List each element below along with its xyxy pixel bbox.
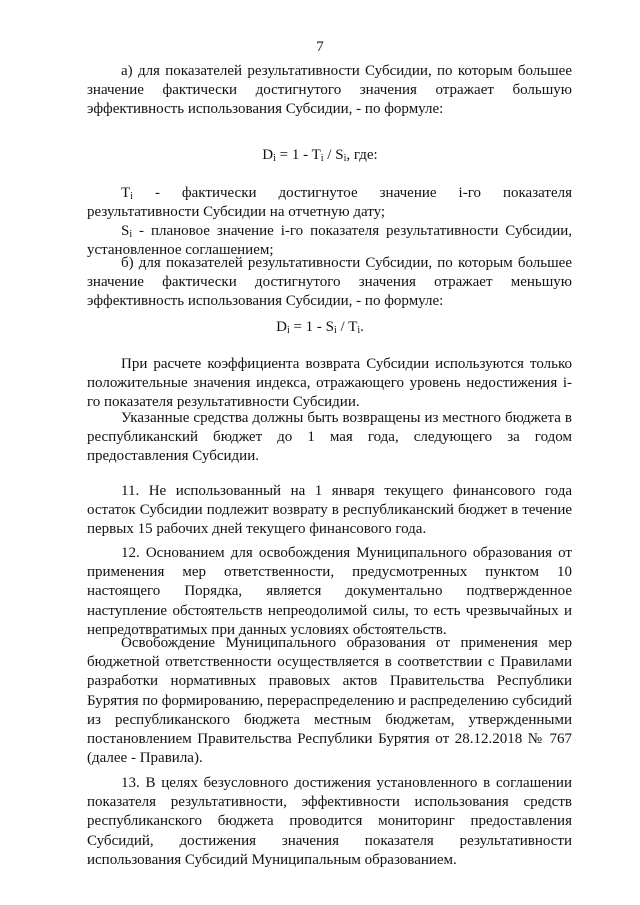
paragraph-positive-only: При расчете коэффициента возврата Субсидии используются только положительные значения индекса, отражающего уровень недостижения i-го показателя результативности Субсидии. (87, 356, 572, 411)
paragraph-12: 12. Основанием для освобождения Муниципального образования от применения мер ответственности, предусмотренных пунктом 10 настоящего Порядка, является документально подтвержденное наступление обстоятельств непреодолимой силы, то есть чрезвычайных и непредотвратимых при данных условиях обстоятельств. (87, 545, 572, 638)
paragraph-11: 11. Не использованный на 1 января текущего финансового года остаток Субсидии подлежит возврату в республиканский бюджет в течение первых 15 рабочих дней текущего финансового года. (87, 483, 572, 538)
paragraph-return-deadline: Указанные средства должны быть возвращены из местного бюджета в республиканский бюджет до 1 мая года, следующего за годом предоставления Субсидии. (87, 410, 572, 465)
paragraph-si-definition: $S_i$ - плановое значение i-го показателя результативности Субсидии, установленное соглашением; (87, 223, 572, 259)
formula-1: $D_i = 1 - T_i / S_i$, где: (262, 147, 378, 164)
paragraph-b-intro: б) для показателей результативности Субсидии, по которым большее значение фактически достигнутого значения отражает меньшую эффективность использования Субсидии, - по формуле: (87, 255, 572, 310)
paragraph-12-release: Освобождение Муниципального образования от применения мер бюджетной ответственности осуществляется в соответствии с Правилами разработки нормативных правовых актов Правительства Республики Бурятия по формированию, перераспределению и распределению субсидий из республиканского бюджета местным бюджетам, утвержденными постановлением Правительства Республики Бурятия от 28.12.2018 № 767 (далее - Правила). (87, 635, 572, 767)
page-number: 7 (316, 39, 324, 55)
paragraph-ti-definition: $T_i$ - фактически достигнутое значение i-го показателя результативности Субсидии на отчетную дату; (87, 185, 572, 221)
paragraph-13: 13. В целях безусловного достижения установленного в соглашении показателя результативности, эффективности использования средств республиканского бюджета проводится мониторинг предоставления Субсидий, достижения значения показателя результативности использования Субсидий Муниципальным образованием. (87, 775, 572, 868)
formula-2: $D_i = 1 - S_i / T_i$. (276, 319, 364, 336)
paragraph-a-intro: а) для показателей результативности Субсидии, по которым большее значение фактически достигнутого значения отражает большую эффективность использования Субсидии, - по формуле: (87, 63, 572, 118)
